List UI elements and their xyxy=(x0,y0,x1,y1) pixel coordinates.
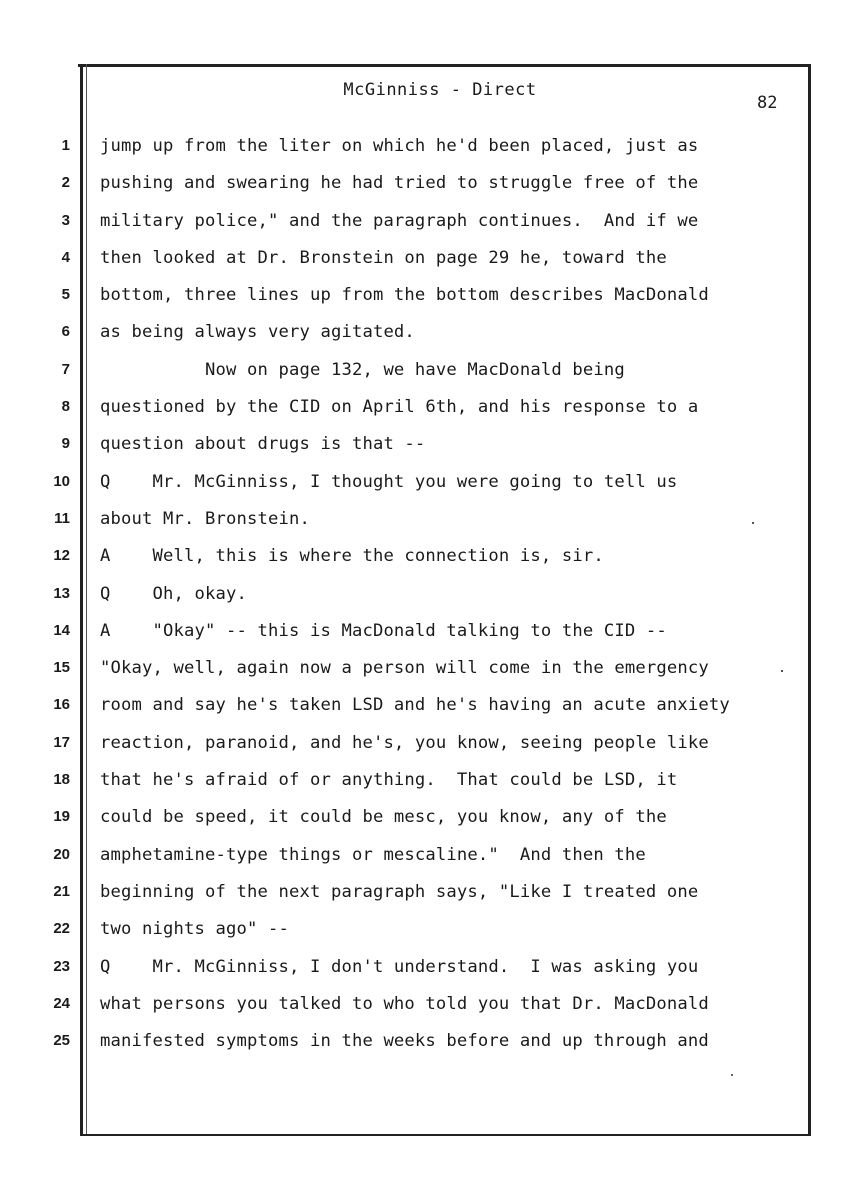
transcript-line: could be speed, it could be mesc, you know, any of the xyxy=(100,807,667,828)
line-number: 11 xyxy=(54,509,70,527)
line-number: 22 xyxy=(53,920,70,938)
transcript-line: pushing and swearing he had tried to struggle free of the xyxy=(100,173,699,194)
transcript-line: Q Mr. McGinniss, I thought you were going to tell us xyxy=(100,471,678,492)
transcript-line: about Mr. Bronstein. xyxy=(100,508,310,529)
page-title: McGinniss - Direct xyxy=(343,80,537,100)
page-header xyxy=(0,80,860,100)
line-number: 15 xyxy=(53,659,70,677)
transcript-line: Q Oh, okay. xyxy=(100,583,247,604)
line-number: 7 xyxy=(61,360,70,378)
line-number: 16 xyxy=(53,696,70,714)
line-number: 14 xyxy=(53,621,70,639)
transcript-line: reaction, paranoid, and he's, you know, seeing people like xyxy=(100,732,709,753)
transcript-line: "Okay, well, again now a person will come in the emergency xyxy=(100,658,709,679)
transcript-line: beginning of the next paragraph says, "Like I treated one xyxy=(100,881,699,902)
transcript-line: then looked at Dr. Bronstein on page 29 he, toward the xyxy=(100,247,667,268)
line-number: 18 xyxy=(53,771,70,789)
scan-speck xyxy=(752,522,754,524)
transcript-line: two nights ago" -- xyxy=(100,919,289,940)
transcript-line: A Well, this is where the connection is, sir. xyxy=(100,546,604,567)
line-number: 24 xyxy=(53,994,70,1012)
line-number: 2 xyxy=(61,174,70,192)
line-number: 23 xyxy=(53,957,70,975)
transcript-line: room and say he's taken LSD and he's having an acute anxiety xyxy=(100,695,730,716)
transcript-line: amphetamine-type things or mescaline." And then the xyxy=(100,844,646,865)
transcript-line: Now on page 132, we have MacDonald being xyxy=(100,359,625,380)
transcript-line: question about drugs is that -- xyxy=(100,434,426,455)
transcript-line: as being always very agitated. xyxy=(100,322,415,343)
transcript-line: A "Okay" -- this is MacDonald talking to the CID -- xyxy=(100,620,667,641)
line-number: 17 xyxy=(53,733,70,751)
transcript-line: what persons you talked to who told you that Dr. MacDonald xyxy=(100,993,709,1014)
transcript-line: military police," and the paragraph continues. And if we xyxy=(100,210,699,231)
line-number: 6 xyxy=(61,323,70,341)
line-number-column xyxy=(30,136,70,1068)
line-number: 13 xyxy=(53,584,70,602)
line-number: 9 xyxy=(61,435,70,453)
line-number: 4 xyxy=(61,248,70,266)
transcript-line: Q Mr. McGinniss, I don't understand. I was asking you xyxy=(100,956,699,977)
scan-speck xyxy=(781,670,783,672)
transcript-line: bottom, three lines up from the bottom describes MacDonald xyxy=(100,285,709,306)
line-number: 8 xyxy=(61,398,70,416)
line-number: 10 xyxy=(53,472,70,490)
transcript-body xyxy=(100,136,800,1068)
transcript-line: jump up from the liter on which he'd been placed, just as xyxy=(100,136,699,156)
line-number: 3 xyxy=(61,211,70,229)
line-number: 21 xyxy=(53,882,70,900)
page-border-bottom xyxy=(80,1134,811,1136)
page-number: 82 xyxy=(757,93,778,113)
line-number: 12 xyxy=(53,547,70,565)
line-number: 25 xyxy=(53,1032,70,1050)
transcript-line: that he's afraid of or anything. That could be LSD, it xyxy=(100,770,678,791)
line-number: 19 xyxy=(53,808,70,826)
transcript-line: questioned by the CID on April 6th, and his response to a xyxy=(100,397,699,418)
page-border-left xyxy=(80,64,83,1136)
page-border-top xyxy=(78,64,810,67)
scan-speck xyxy=(731,1074,733,1076)
page-border-left-inner xyxy=(86,64,87,1136)
page-border-right xyxy=(808,64,811,1136)
line-number: 20 xyxy=(53,845,70,863)
line-number: 5 xyxy=(61,286,70,304)
transcript-line: manifested symptoms in the weeks before and up through and xyxy=(100,1031,709,1052)
line-number: 1 xyxy=(61,137,70,154)
